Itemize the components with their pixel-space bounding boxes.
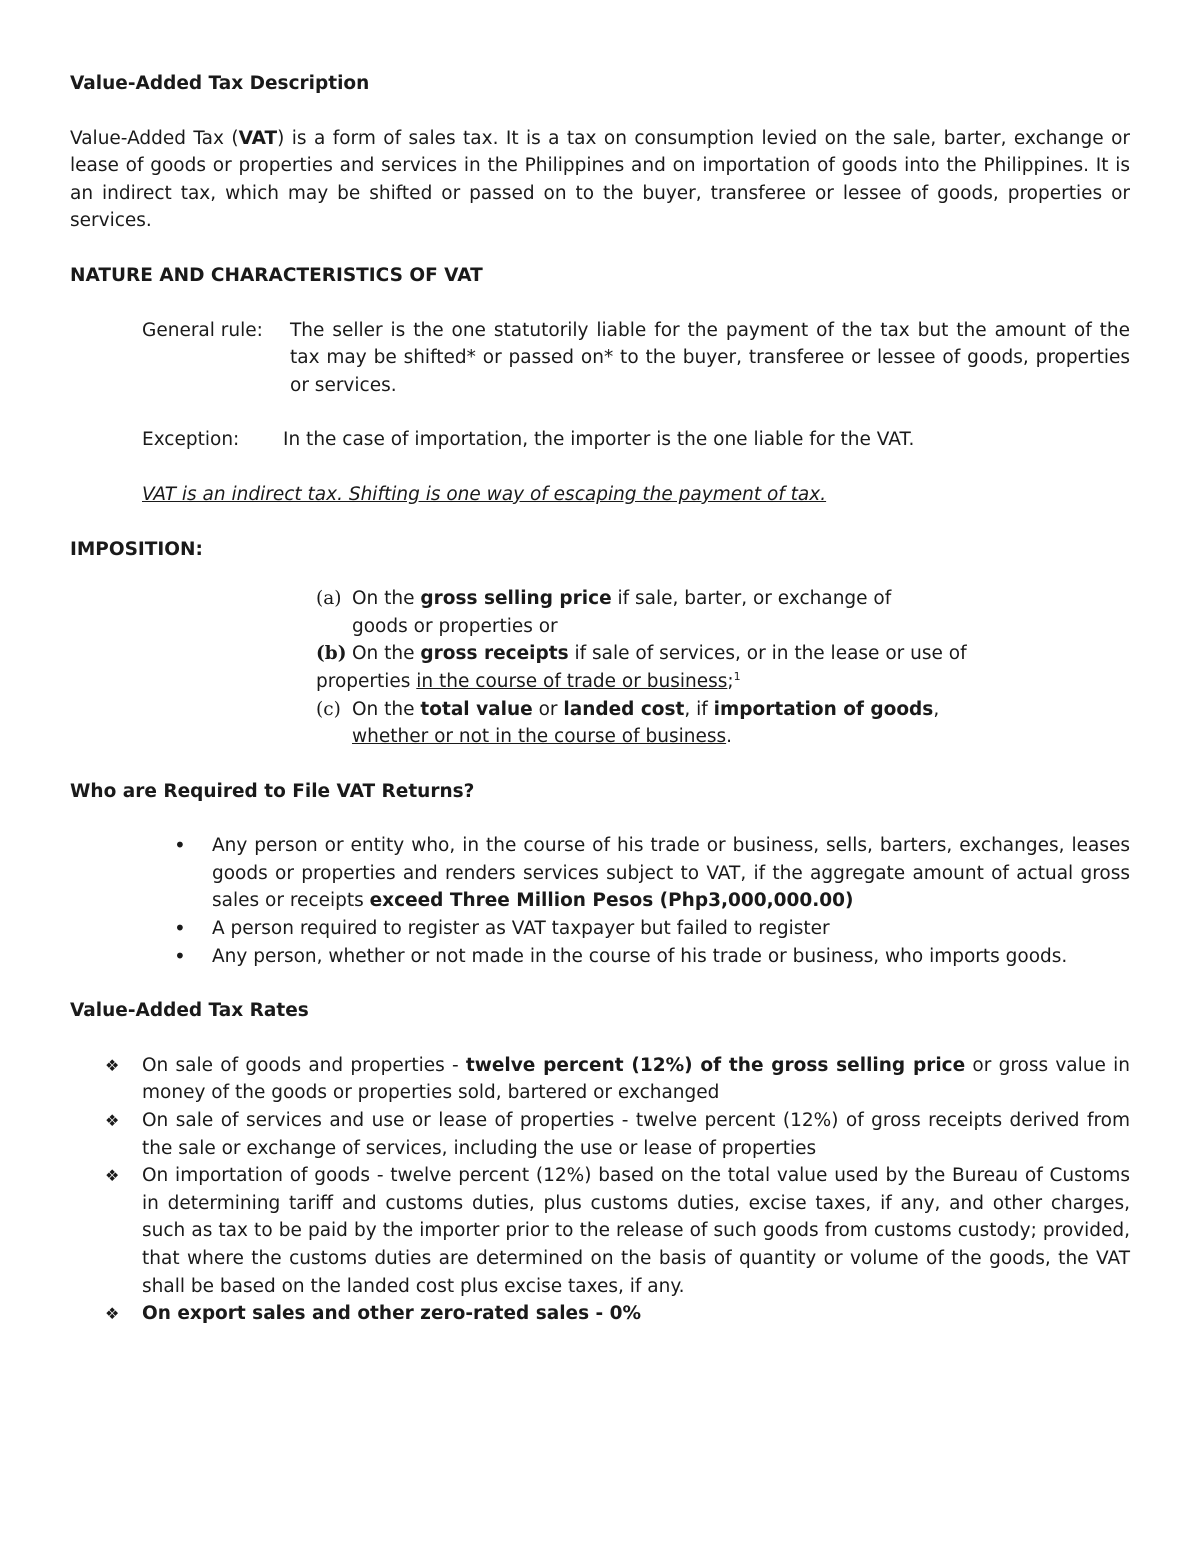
imposition-item-a	[316, 585, 1056, 640]
text-run: ,	[933, 698, 940, 720]
text-run: twelve percent (12%) of the gross selling price	[465, 1054, 966, 1076]
imposition-list	[316, 585, 1056, 751]
text-run: On the	[352, 698, 421, 720]
exception-label: Exception:	[142, 429, 240, 451]
section-title-rates: Value-Added Tax Rates	[70, 1000, 309, 1022]
item-text	[352, 640, 1056, 668]
list-item	[105, 1162, 1130, 1300]
text-run: whether or not in the course of business	[352, 726, 727, 748]
indirect-tax-note: VAT is an indirect tax. Shifting is one way of escaping the payment of tax.	[142, 483, 827, 505]
text-run: On importation of goods - twelve percent (12%) based on the total value used by the Bureau of Customs in determining tariff and customs duties, plus customs duties, excise taxes, if any, and other charges, such as tax to be paid by the importer prior to the release of such goods from customs custody; provided, that where the customs duties are determined on the basis of quantity or volume of the goods, the VAT shall be based on the landed cost plus excise taxes, if any.	[142, 1165, 1130, 1297]
general-rule-label: General rule:	[142, 319, 263, 341]
text-run: On the	[352, 643, 421, 665]
text-run: or	[532, 698, 564, 720]
text-run: importation of goods	[713, 698, 934, 720]
text-run: gross selling price	[420, 588, 612, 610]
text-run: On sale of services and use or lease of properties - twelve percent (12%) of gross receipts derived from the sale or exchange of services, including the use or lease of properties	[142, 1110, 1130, 1159]
text-run: in the course of trade or business	[416, 670, 728, 692]
imposition-item-b	[316, 640, 1056, 668]
list-item	[105, 1052, 1130, 1107]
text-run: ) is a form of sales tax. It is a tax on consumption levied on the sale, barter, exchange or lease of goods or properties and services in the Philippines and on importation of goods into the Philippines. It is an indirect tax, which may be shifted or passed on to the buyer, transferee or lessee of goods, properties or services.	[70, 127, 1130, 232]
section-title-who-file: Who are Required to File VAT Returns?	[70, 780, 475, 802]
general-rule-text: The seller is the one statutorily liable for the payment of the tax but the amount of the tax may be shifted* or passed on* to the buyer, transferee or lessee of goods, properties or services.	[290, 319, 1130, 396]
item-text	[352, 585, 1056, 640]
text-run: On export sales and other zero-rated sales - 0%	[142, 1303, 642, 1325]
section-title-nature: NATURE AND CHARACTERISTICS OF VAT	[70, 264, 483, 286]
vat-abbrev: VAT	[238, 127, 278, 149]
text-run: gross receipts	[420, 643, 569, 665]
text-run: Value-Added Tax (	[70, 127, 239, 149]
list-item	[105, 1300, 1130, 1328]
general-rule	[142, 317, 1130, 400]
text-run: Any person or entity who, in the course of his trade or business, sells, barters, exchanges, leases goods or properties and renders services subject to VAT, if the aggregate amount of actual gross sales or receipts	[212, 835, 1130, 912]
diamond-bullet-icon: ❖	[105, 1304, 120, 1324]
text-run: landed cost	[563, 698, 685, 720]
list-item	[172, 832, 1130, 915]
exception-rule	[142, 426, 1130, 454]
document-page	[70, 70, 1130, 1328]
diamond-bullet-icon: ❖	[105, 1166, 120, 1186]
text-run: .	[726, 726, 733, 748]
imposition-item-c	[316, 696, 1056, 751]
exception-text: In the case of importation, the importer is the one liable for the VAT.	[283, 429, 915, 451]
imposition-item-b-continued	[316, 668, 1056, 696]
text-run: properties	[316, 670, 417, 692]
who-file-list	[172, 832, 1130, 970]
item-marker: (b)	[316, 643, 347, 665]
text-run: , if	[684, 698, 714, 720]
section-title-description: Value-Added Tax Description	[70, 73, 370, 94]
text-run: total value	[420, 698, 533, 720]
diamond-bullet-icon: ❖	[105, 1055, 120, 1075]
text-run: On sale of goods and properties -	[142, 1054, 466, 1076]
text-run: or gross value in money of the goods or properties sold, bartered or exchanged	[142, 1054, 1130, 1104]
vat-description-paragraph	[70, 125, 1130, 235]
text-run: ;	[727, 670, 734, 692]
list-item: • A person required to register as VAT taxpayer but failed to register	[172, 915, 1130, 943]
diamond-bullet-icon: ❖	[105, 1111, 120, 1131]
text-run: if sale, barter, or exchange of goods or properties or	[352, 588, 892, 637]
rates-list	[105, 1052, 1130, 1328]
list-item: • Any person, whether or not made in the course of his trade or business, who imports goods.	[172, 943, 1130, 971]
text-run: exceed Three Million Pesos (Php3,000,000.00)	[369, 890, 854, 912]
item-text	[352, 696, 1056, 751]
text-run: On the	[352, 588, 421, 610]
list-item	[105, 1107, 1130, 1162]
text-run: if sale of services, or in the lease or use of	[568, 643, 967, 665]
section-title-imposition: IMPOSITION:	[70, 538, 203, 560]
footnote-marker: 1	[733, 669, 741, 683]
item-marker: (c)	[316, 698, 341, 720]
item-marker: (a)	[316, 588, 342, 610]
